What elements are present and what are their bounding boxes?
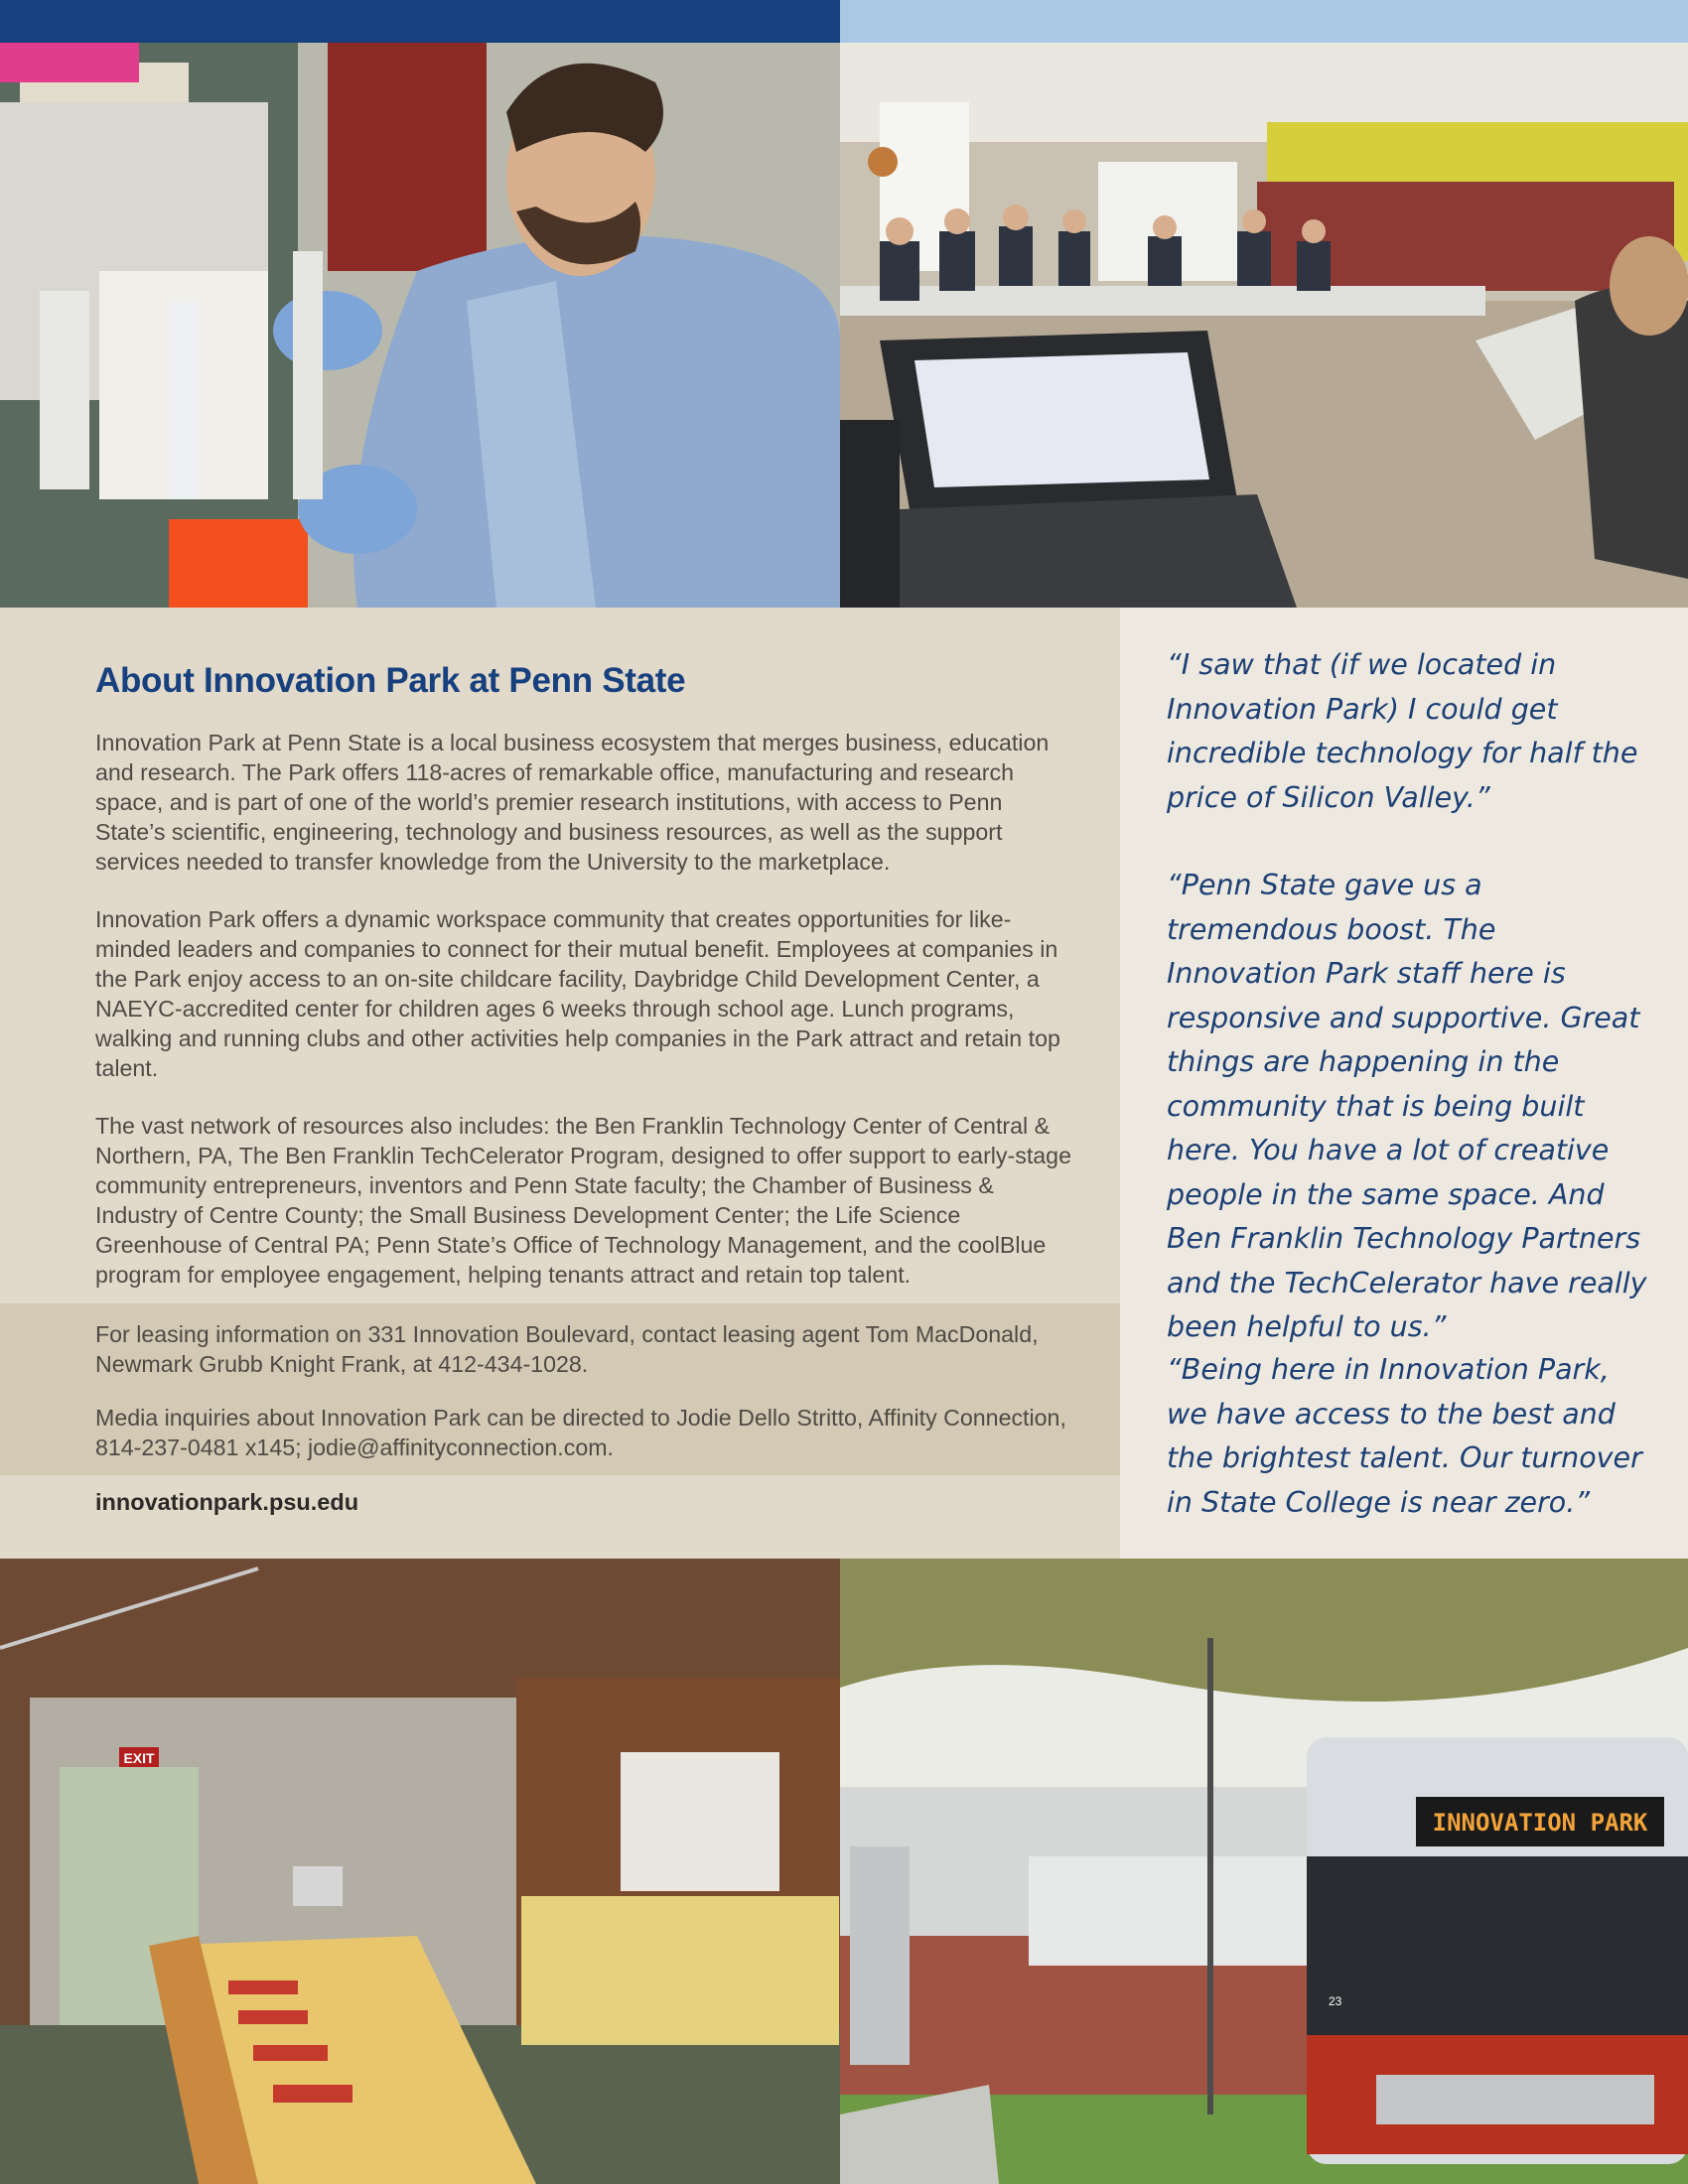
testimonial-quote-3: “Being here in Innovation Park, we have access to the best and the brightest talent. Our turnover in State College is near zero.”: [1167, 1353, 1642, 1519]
leasing-info: For leasing information on 331 Innovation Boulevard, contact leasing agent Tom MacDonald, Newmark Grubb Knight Frank, at 412-434-1028.: [95, 1321, 1039, 1377]
top-color-bar-dark: [0, 0, 840, 43]
testimonial-quote-1: “I saw that (if we located in Innovation Park) I could get incredible technology for half the price of Silicon Valley.”: [1167, 648, 1638, 814]
about-title: About Innovation Park at Penn State: [95, 661, 686, 700]
media-inquiries: Media inquiries about Innovation Park can be directed to Jodie Dello Stritto, Affinity Connection, 814-237-0481 x145; jodie@affinityconnection.com.: [95, 1405, 1066, 1460]
lobby-photo: [0, 1559, 840, 2184]
testimonial-quote-2: “Penn State gave us a tremendous boost. The Innovation Park staff here is responsive and supportive. Great things are happening in the community that is being built here. You have a lot of creative people in the same space. And Ben Franklin Technology Partners and the TechCelerator have really been helpful to us.”: [1167, 869, 1647, 1343]
bus-photo: [840, 1559, 1688, 2184]
meeting-room-photo: [840, 43, 1688, 608]
bus-number: 23: [1329, 1994, 1342, 2008]
website-link[interactable]: innovationpark.psu.edu: [95, 1489, 359, 1515]
exit-sign-text: EXIT: [123, 1750, 155, 1766]
bus-destination-sign: INNOVATION PARK: [1432, 1809, 1648, 1837]
about-paragraph-2: Innovation Park offers a dynamic workspace community that creates opportunities for like-minded leaders and companies to connect for their mutual benefit. Employees at companies in the Park enjoy access to an on-site childcare facility, Daybridge Child Development Center, a NAEYC-accredited center for children ages 6 weeks through school age. Lunch programs, walking and running clubs and other activities help companies in the Park attract and retain top talent.: [95, 906, 1060, 1081]
about-paragraph-1: Innovation Park at Penn State is a local business ecosystem that merges business, education and research. The Park offers 118-acres of remarkable office, manufacturing and research space, and is part of one of the world’s premier research institutions, with access to Penn State’s scientific, engineering, technology and business resources, as well as the support services needed to transfer knowledge from the University to the marketplace.: [95, 730, 1050, 875]
about-paragraph-3: The vast network of resources also includes: the Ben Franklin Technology Center of Central & Northern, PA, The Ben Franklin TechCelerator Program, designed to offer support to early-stage community entrepreneurs, inventors and Penn State faculty; the Chamber of Business & Industry of Centre County; the Small Business Development Center; the Life Science Greenhouse of Central PA; Penn State’s Office of Technology Management, and the coolBlue program for employee engagement, helping tenants attract and retain top talent.: [95, 1113, 1071, 1288]
lab-scientist-photo: [0, 43, 840, 608]
top-color-bar-light: [840, 0, 1688, 43]
